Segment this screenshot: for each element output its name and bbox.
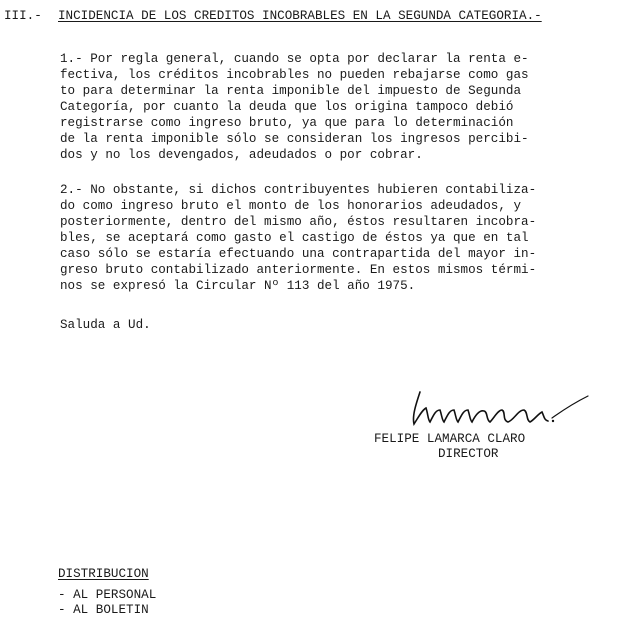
paragraph-line: dos y no los devengados, adeudados o por cobrar.	[60, 148, 423, 162]
signatory-title: DIRECTOR	[438, 447, 499, 461]
paragraph-line: greso bruto contabilizado anteriormente. En estos mismos térmi-	[60, 263, 537, 277]
paragraph-line: registrarse como ingreso bruto, ya que para lo determinación	[60, 116, 514, 130]
paragraph-line: Categoría, por cuanto la deuda que los origina tampoco debió	[60, 100, 514, 114]
paragraph-line: bles, se aceptará como gasto el castigo de éstos ya que en tal	[60, 231, 529, 245]
paragraph-line: to para determinar la renta imponible del impuesto de Segunda	[60, 84, 522, 98]
signatory-name: FELIPE LAMARCA CLARO	[374, 432, 526, 446]
distribution-item: - AL PERSONAL	[58, 588, 157, 602]
distribution-item: - AL BOLETIN	[58, 603, 149, 617]
closing-salutation: Saluda a Ud.	[60, 318, 151, 332]
handwritten-signature	[402, 384, 592, 434]
paragraph-line: nos se expresó la Circular Nº 113 del año 1975.	[60, 279, 416, 293]
paragraph-line: do como ingreso bruto el monto de los honorarios adeudados, y	[60, 199, 522, 213]
paragraph-line: 2.- No obstante, si dichos contribuyentes hubieren contabiliza-	[60, 183, 537, 197]
paragraph-line: caso sólo se estaría efectuando una contrapartida del mayor in-	[60, 247, 537, 261]
section-number: III.-	[4, 9, 42, 23]
paragraph-line: posteriormente, dentro del mismo año, éstos resultaren incobra-	[60, 215, 537, 229]
section-title: INCIDENCIA DE LOS CREDITOS INCOBRABLES EN LA SEGUNDA CATEGORIA.-	[58, 9, 542, 23]
paragraph-line: de la renta imponible sólo se consideran los ingresos percibi-	[60, 132, 529, 146]
paragraph-line: fectiva, los créditos incobrables no pueden rebajarse como gas	[60, 68, 529, 82]
distribution-heading: DISTRIBUCION	[58, 567, 149, 581]
paragraph-line: 1.- Por regla general, cuando se opta por declarar la renta e-	[60, 52, 529, 66]
